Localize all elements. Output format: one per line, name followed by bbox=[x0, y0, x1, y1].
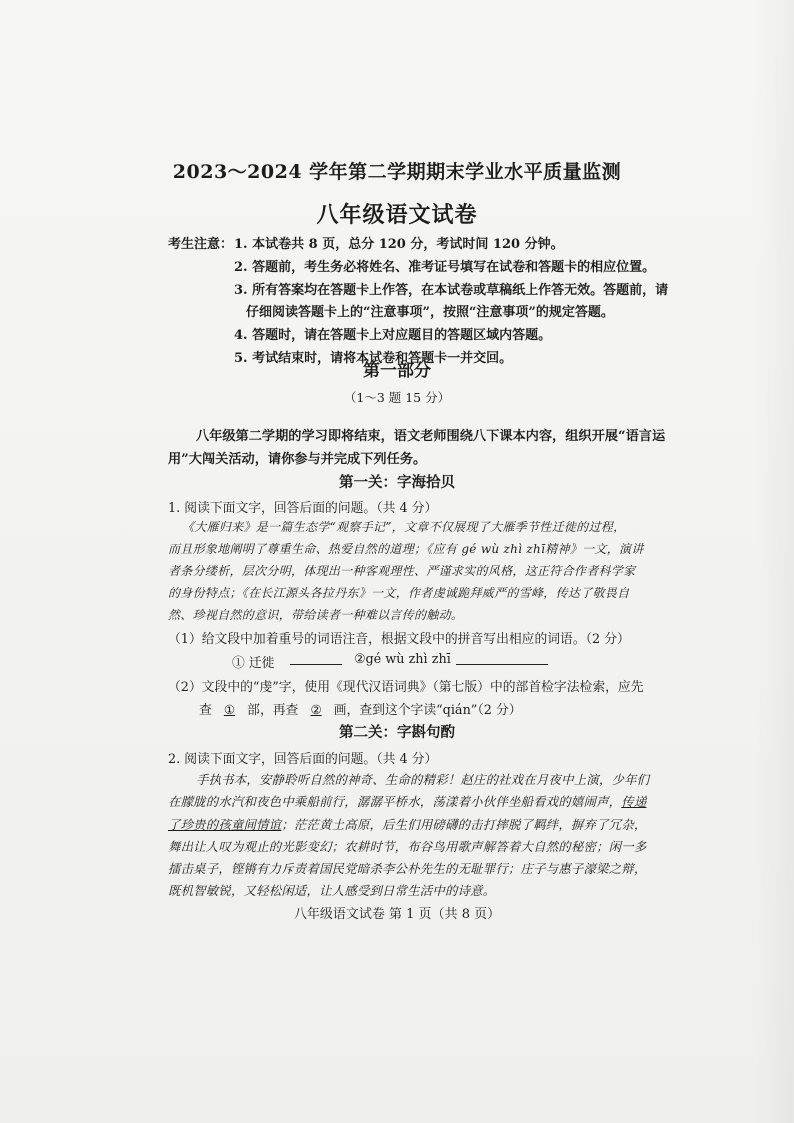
section-title: 第一关：字海拾贝 bbox=[339, 474, 455, 491]
section-title: 第二关：字斟句酌 bbox=[339, 724, 455, 741]
blank-mark: ① bbox=[223, 702, 236, 717]
sub-question: （2）文段中的“虔”字，使用《现代汉语词典》（第七版）中的部首检字法检索，应先 bbox=[168, 680, 644, 695]
passage-line: 《大雁归来》是一篇生态学“观察手记”，文章不仅展现了大雁季节性迁徙的过程， bbox=[182, 520, 626, 534]
underlined-text: 传递 bbox=[621, 794, 647, 809]
part-title: 第一部分 bbox=[363, 361, 431, 381]
exam-title: 2023～2024 学年第二学期期末学业水平质量监测 bbox=[172, 161, 622, 183]
notice-item: 1. 本试卷共 8 页，总分 120 分，考试时间 120 分钟。 bbox=[234, 237, 564, 252]
page-footer: 八年级语文试卷 第 1 页（共 8 页） bbox=[293, 907, 501, 922]
passage-line: 手执书本，安静聆听自然的神奇、生命的精彩！赵庄的社戏在月夜中上演，少年们 bbox=[196, 772, 650, 787]
passage-line: 然、珍视自然的意识，带给读者一种难以言传的触动。 bbox=[168, 608, 464, 622]
passage-line: 舞出让人叹为观止的光影变幻；农耕时节，布谷鸟用歌声解答着大自然的秘密；闲一多 bbox=[168, 839, 647, 854]
answer-item-label: ②gé wù zhì zhī bbox=[354, 652, 451, 667]
blank-mark: ② bbox=[310, 702, 322, 717]
part-subtitle: （1～3 题 15 分） bbox=[343, 390, 451, 405]
answer-blank bbox=[290, 652, 342, 665]
passage-line: 擂击桌子，铿锵有力斥责着国民党暗杀李公朴先生的无耻罪行；庄子与惠子濠梁之辩， bbox=[168, 861, 647, 876]
passage-line: 而且形象地阐明了尊重生命、热爱自然的道理；《应有 gé wù zhì zhī精神》一文，演讲 bbox=[168, 542, 644, 556]
notice-item: 仔细阅读答题卡上的“注意事项”，按照“注意事项”的规定答题。 bbox=[246, 305, 614, 320]
passage-line: 既机智敏锐，又轻松闲适，让人感受到日常生活中的诗意。 bbox=[168, 883, 496, 898]
text-fragment: 查 bbox=[199, 703, 212, 718]
intro-line: 八年级第二学期的学习即将结束，语文老师围绕八下课本内容，组织开展“语言运 bbox=[196, 429, 666, 444]
notice-item: 3. 所有答案均在答题卡上作答，在本试卷或草稿纸上作答无效。答题前，请 bbox=[234, 283, 669, 298]
text-fragment: 在朦胧的水汽和夜色中乘船前行，潺潺平桥水，荡漾着小伙伴坐船看戏的嬉闹声， bbox=[168, 794, 622, 809]
notice-item: 4. 答题时，请在答题卡上对应题目的答题区域内答题。 bbox=[234, 328, 552, 343]
question-stem: 2. 阅读下面文字，回答后面的问题。（共 4 分） bbox=[168, 752, 438, 767]
sub-question-line bbox=[199, 699, 522, 718]
text-fragment: ；茫茫黄土高原，后生们用磅礴的击打摔脱了羁绊，摒弃了冗杂， bbox=[281, 817, 647, 832]
underlined-text: 了珍贵的孩童间情谊 bbox=[168, 817, 282, 832]
notice-item: 2. 答题前，考生务必将姓名、准考证号填写在试卷和答题卡的相应位置。 bbox=[234, 260, 656, 275]
passage-line bbox=[168, 815, 646, 833]
answer-item-label: ① 迁徙 bbox=[232, 656, 275, 671]
passage-line bbox=[168, 792, 646, 810]
sub-question: （1）给文段中加着重号的词语注音，根据文段中的拼音写出相应的词语。（2 分） bbox=[168, 632, 630, 647]
question-stem: 1. 阅读下面文字，回答后面的问题。（共 4 分） bbox=[168, 501, 438, 516]
passage-line: 者条分缕析，层次分明，体现出一种客观理性、严谨求实的风格，这正符合作者科学家 bbox=[168, 564, 636, 578]
exam-subtitle: 八年级语文试卷 bbox=[316, 202, 478, 228]
text-fragment: 部，再查 bbox=[247, 703, 299, 718]
notice-label: 考生注意： bbox=[168, 237, 234, 252]
intro-line: 用”大闯关活动，请你参与并完成下列任务。 bbox=[168, 452, 427, 467]
answer-blank bbox=[456, 652, 548, 665]
passage-line: 的身份特点；《在长江源头各拉丹东》一文，作者虔诚跪拜威严的雪峰，传达了敬畏自 bbox=[168, 586, 630, 600]
notice-item: 5. 考试结束时，请将本试卷和答题卡一并交回。 bbox=[234, 351, 513, 366]
text-fragment: 画，查到这个字读“qián”（2 分） bbox=[333, 703, 522, 718]
